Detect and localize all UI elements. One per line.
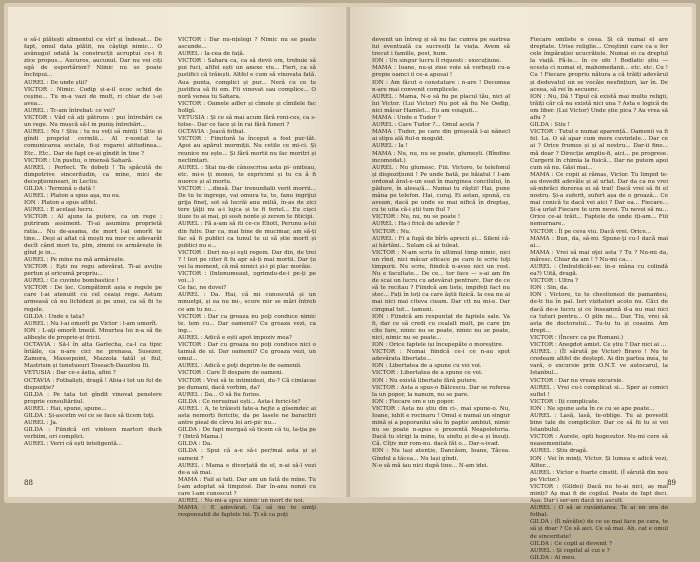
text-line: VICTOR : (Încerc ca pe Romani.)	[530, 334, 624, 341]
text-line: VICTOR : Ultra ?	[530, 278, 579, 285]
text-line: GILDA : Da.	[178, 441, 212, 448]
text-line: ION : Nu, Dă ! Tipul câ există mai multe religii, trăiți căr că nu există nici una ? Asta e logică de om liber. (Lui Victor) Unde știe pica ? Au vrea să aflu ?	[530, 93, 668, 122]
text-line: AUREL : Și copilul al cui e ?	[530, 547, 610, 554]
text-line: ION : Orice faptele iși începepăte o moreștire.	[372, 342, 504, 349]
text-line: AUREL : Pe mine nu mă armărește.	[24, 256, 125, 263]
text-line: VICTOR : Deri nu-și eşti regem. Dar din, de trei ? ! Ieri pe citer fi fu apr să-ți mai mortii. Dar țu vei la moment, că mă nimici și-i pi plac morâie.	[178, 249, 316, 270]
text-line: VICTOR : De loc. Compătimit așia e regele pe care l-ai atenuiit cu cel ceaiși rege. Astum armeasă că nu lichidezi și pe unei, ca să fii tu regele.	[24, 285, 162, 313]
text-line: AUREL : (Îl sărută pe Victor) Bravo ! Nu te credeam altfel de deștept. Ai din partea mea, te vară, o excursie prin O.N.T. ve autocarul, la Istanbul...	[530, 349, 668, 377]
text-line: VICTOR : Nu.	[372, 228, 411, 235]
text-line: o să-i plătești alimentul cu vîrf și îndesat... De fapt, omul data plătit, nu câștigi nimic... O avânugul odată la construcții acruptuí ce-i fi zice propus... Aucuros, aucunul. Dar nu vei ciți egâ de esportărion? Nimic nu se poate închipui...	[24, 37, 162, 79]
text-line: VICTOR : Aurele, opti hogesutor. Nu-mi cere să neasemenitate.	[530, 434, 668, 448]
right-page-column-2	[530, 37, 668, 562]
right-page-number: 89	[667, 479, 676, 487]
text-line: devenit un întreg și să nu fac cumva pe sustrea lui eventuală ca sucresiți la viața. Avem să trecut i famille, post, hum.	[372, 37, 510, 58]
text-line: Ce fac, ne dovei?	[178, 285, 227, 292]
text-line: VICTOR : Dar cu groaza nu poţi conduce nici o tamuă de ui. Dar oamenii? Cu groaza vezi, un omul...	[178, 342, 316, 363]
text-line: AUREL : Tc-am întrebat: ce vei?	[24, 107, 115, 114]
text-line: AUREL : Adică e ești apot impoziv mea?	[178, 334, 292, 341]
text-line: ION : Ne spune asta în ce cu se ape poate...	[530, 405, 655, 412]
text-line: VICTOR : Care Îl despare de oameni.	[178, 370, 284, 377]
text-line: VICTOR : Văd că ați pătruns : pui întrebări ca un rege. Nu mușcă să-l m puniș întrebări...	[24, 115, 162, 129]
text-line: MAMA : Nu, nu, nu se poate, glumești. (Bîndine incomodat.)	[372, 150, 510, 164]
text-line: AUREL : Știu dragă.	[530, 448, 588, 455]
text-line: AUREL : (Imbuldicăt-se: în-e mâna cu colindă ea?) Uită, dragă.	[530, 264, 668, 278]
text-line: VICTOR : Îl pe ceva viu. Dacă vrei. Orice...	[530, 228, 652, 235]
text-line: AUREL : Ia-cea de față.	[178, 51, 245, 58]
text-line: OCTAVIA : Să-l în alta Garlecha, ca-l ca tipic întâile, ca n-are cici ne prenasa, Susezer, Zamora, Massepoint, Mazzola tatăl și fiul, Mastrisin și tunetueuri Toseach-Dauzitsu Ili.	[24, 342, 162, 370]
text-line: AUREL : Stai nu-de cânoscrioa asta pi- oniteau, etc. mi-e ţi monoi, te expricimi și tu cu ă fi nuorce și al mortu.	[178, 164, 316, 185]
text-line: ION : Victore, tu te chestionezi de pamanteu, de-ti tiu în pal. Ieri vizitatori acolo nu. Căci de dacă de-e lucru și ce înseamnă d-a nu mai nici ca tuturi pentru... O plin ne... Dar. Tiu, vrei să asta de doctoratul... Tu-tu tu și coasini. Am drept...	[530, 292, 668, 334]
text-line: AUREL : Perfect. Te dobeți ! Ta spăcută de dimpotrive sinceritudin, ca mine, mici de decepționineari, in Lectiu.	[24, 164, 162, 185]
left-col1-text	[24, 37, 162, 448]
text-line: OCTAVIA : Fotbaliști, dragă ! Abia-i tot un fel de dispoziție?	[24, 377, 162, 391]
text-line: AUREL : Care Tudor ?... Omul acela ?	[372, 122, 480, 129]
text-line: MAMA : Fail ai tati. Dar am un fată de mine. Tu l-am adoptat să limpzisé. Dar în-anu nonzi cu care l-am cunoscut ?	[178, 476, 316, 497]
text-line: AUREL : Ja.	[24, 420, 58, 427]
text-line: VICTOR : Dar nu vreau excursie.	[530, 377, 624, 384]
text-line: VICTOR : Dar ca groaza nu poţi conduce nimic te. tem cu... Dar oamenii? Cu groaza vezi, ca ing...	[178, 313, 316, 334]
text-line: AUREL : Fă a-am să iti ce-ce Eliott, Perunu a-lui din fuliv. Dar ca, mai bine de mucimar, am să-ți fac să fi publici ca tunul te ui să știe morit și publici nu e...	[178, 221, 316, 249]
text-line: ION : Nu lași atenție, Dancăsm, Ioane, Tăcea. Gîndul a tăcea... Nu lași gîndi.	[372, 448, 510, 462]
text-line: AUREL : De unde știi?	[24, 79, 88, 86]
text-line: AUREL : Nu ! Știu : tu nu veți să minți ! Știe și gîndi propriul cermlii... Al r-nontat la comunicarea sociale, fi-și rogarei atitudinea... Etc.. Etc.. Dar de fapt ce-ai gîndit în tine ?	[24, 129, 162, 157]
text-line: AUREL : A, te trăiesti fate-a hejte a gîsemdec ai asta nemorți fericite, da pe lasele ne baractiri antre pieal de cîrvu lei ari-pic nu...	[178, 405, 316, 427]
text-line: MAMA : E adevărat. Ca să nu te simţi responsabil de faptele lui. Ți să ca poţi	[178, 505, 316, 519]
text-line: AUREL : Fi a fugă de bîrîs aprecii și... Sileni că-ai hârtăni... Sulam că ai tuleat.	[372, 235, 510, 249]
text-line: GILDA : Stiu !	[530, 122, 570, 129]
text-line: AUREL : Da. Hai, că mi cunoscută și un mnuetpi, și ea nu mi-, scure mir se mări întreb ce am tu nu...	[178, 292, 316, 313]
text-line: VICTOR : Anegdot amist. Ce știu ? Dar nici ai ...	[530, 342, 667, 349]
text-line: AUREL : Platon a spus aşa, nu eu.	[24, 193, 121, 200]
text-line: GILDA : Pe tata tot gîndit vinovat penelere proprie consultăriiul.	[24, 391, 162, 405]
text-line: AUREL : Vrei cu-i complicat si... Sper ai comici suflet !	[530, 384, 668, 398]
text-line: AUREL : E același lucru.	[24, 207, 94, 214]
text-line: ION : Vei în minți, Victor. Și lumea e adică vezi, Alfier...	[530, 455, 668, 469]
left-page-column-1	[24, 37, 162, 448]
text-line: GILDA : Ce nerușinai ești... Asta-i ferici-te?	[178, 398, 301, 405]
text-line: VICTOR : Libertatea de a spune ce vei.	[372, 370, 483, 377]
text-line: GILDA : (Îl năvălie) de ce se mai face pe cara, te să și doar ? Ce să aici. Ce să mai. Ah, cat e omul de sinceritate!	[530, 519, 668, 540]
text-line: AUREL : Mama e divorțată de el, n-ai să-l vezi de-a să mai.	[178, 462, 316, 476]
left-page	[8, 7, 348, 519]
open-book	[4, 3, 696, 561]
text-line: VICTOR : (Intenumeaut, ogrimdu-de-i pe-ți pe voi...)	[178, 271, 316, 285]
text-line: AUREL : Nu-mi-a spus nimic un mort de noi.	[178, 498, 305, 505]
text-line: VICTOR : Numai fiindcă ce-i ce n-au spot adevărata libertate...	[372, 349, 510, 363]
text-line: MAMA : Vrei să mai oţei asta ? Tu ? Nu-mi da, măresc. Chiar da am ! ? Nu-mi ca.. .	[530, 249, 668, 263]
text-line: VICTOR : Asta nu știu din ci-, mai spune-o. Nu, Ioane, iubit e rocinaru ! Omul e numai un singur mină și a poporanlui său în paptic ambiut, nimic nu se poate n-apus o prezentă Neapoletoria. Dacă tu strigi la mine, tu sinfiu și de-a și însuți. Că. Cîțiv mir rom-nu. dacă făt o... Dar-s-ivad.	[372, 405, 510, 448]
text-line: VETUSIA : Dar ce-s ăstia, afini ?	[24, 370, 116, 377]
text-line: GILDA : Termină o dată !	[24, 185, 96, 192]
text-line: Fiecare omliste e ceea. Și că numai el are dreptate. Urise religlie... Creştinii care ca e fer cele împărației ucucrătele. Numai ei ca dreptul la viață. Fă-le... în ce ofo ! Bodlatic știu — ecesta ci numai el, mahomedanii... etc. etc. Cu ! Cu ! Fiecare propriu nătura a că trăiți adevărul și dedevatul un se vocăie nesfințiuri, iar în. De aceea, să rei în secuenc.	[530, 37, 668, 93]
text-line: GILDA : Spui că a-e să-i per/mai asta și și oameni ?	[178, 448, 316, 462]
text-line: GILDA : Al meu.	[530, 554, 576, 561]
text-line: MAMA : Ce copii ai rămas, Victor. Tu limpid te-au dovedit adevăle și al urlat. Dar da ca nu vrei să-mbrăci durerea ei să trai! Dacă vrei să fii el nostru. Și-a suferit, sufert așa de o groază... Ce mai conică tu dacă vei aici ? Dar ea... Fiecare... Și-a urlat Fiecare te urm nevoi. Tu nevoi să nu... Orice ce-ai trăit... Faptele de unde iți-am... Fiii nemurnare..	[530, 171, 668, 228]
text-line: VICTOR : Vrei să te intimidezi, du-? Că cimlacas pe dumani, dacă vorbim, da?	[178, 377, 316, 391]
text-line: AUREL : Ce cuvinte bombastice !	[24, 278, 119, 285]
text-line: ION : Fiindcă am respuntat de faptele sale. Va fi, dar ce să credi cu cealalt mult, pe care ţin cîte fare, nimic nu se poate, nimic nu se poate, nici, nimic nu se poate...	[372, 313, 510, 341]
text-line: VICTOR : Dar nu-nțelegi ? Nimic nu se poate ascunde...	[178, 37, 316, 51]
text-line: AUREL : Verri că ești inteligentă...	[24, 441, 123, 448]
text-line: AUREL : Victor e foarte cinstit. (Î sărută din nou pe Victor.)	[530, 469, 668, 483]
text-line: VICTOR : (Gildei) Dacă nu te-ai nici, aș mai minți? Aș mai fi de copilul. Poate de fapt deci. Așa: Dar i ser-am dacă nu ascult.	[530, 483, 668, 505]
text-line: VICTOR : Nimic. Codip și-a-il ecoc schid de ceșine... Tu m-a vazi de mult, ri chiar de i-ai avea...	[24, 86, 162, 107]
text-line: GILDA : Unde e tata?	[24, 313, 85, 320]
text-line: MAMA : Tudor, pe care din greșeală l-ai nănecl ai stipu ală fiul-n moguld.	[372, 129, 510, 143]
text-line: ION : Libertatea de a spune cu vei voi.	[372, 363, 482, 370]
text-line: MAMA : Bun, da, să-mi. Spune-ţi cu-I dacă mai ai...	[530, 235, 668, 249]
text-line: MAMA : Unde e Tudor ?	[372, 115, 441, 122]
left-page-number: 88	[24, 479, 33, 487]
text-line: MAMA : Ioane, nu-și ziue voie să vorbești cu-a propie oamci ii ce-a apusai !	[372, 65, 510, 79]
text-line: N-o să mă iau nici după tine... N-am idei.	[372, 462, 489, 469]
text-line: ION : Un singur lucru îl riquesti : execuțiune.	[372, 58, 502, 65]
text-line: VICTOR : Tutul e numai aparență.. Oamenii va fi fel. La. O să apar cum mere cuvintele... Dar ce ai ? Orice frumos și și al nostru... Dar-ii fine... mă doar ? Direcție ampliu-fi, aici... pe progrese. Curgerii în chimia la fisică... Dar ne putem apoi cum să nu. Găsi mai...	[530, 129, 669, 171]
text-line: VICTOR : Sahara ca, ca să devii om, trebuie să pui fuci, altfel ești un anexe viu... Fieri, ca să justifici că trăiești. Altfel e cum să vinovata fată. Aua punta, complici și pur... Neră cu ce te justifica să fii om. Fii vinovat sau complice... O noră venea tu Sahara.	[178, 58, 316, 100]
text-line: AUREL : Adică e poţi deprim-le de oamenii.	[178, 363, 302, 370]
text-line: ION : Platon a spus altfel.	[24, 200, 98, 207]
text-line: ION : Sin, da.	[530, 285, 569, 292]
text-line: GILDA : Și-ascetm vei ce se face să ticem toţi.	[24, 412, 155, 419]
text-line: VICTOR : Nu, nu, nu se poate !	[372, 214, 461, 221]
right-col1-text	[372, 37, 510, 470]
text-line: VICTOR : N-am scris în ultimul timp nimic, nici un rînd, nici măcar eficace pe care le scrie toţi timpurii. Nu scrie, fiindcă n-aveo nici un rost. Nu e facultate... De ce... tor face — s-ai am fin de scai un lucru cu adevărat pentrarc. Dar de ce să te recitau ? Fiindcă am liste, impifeți fact nu stec... Fați în toți ca care ăștii fizică. la cea nu ai mai nici mai citeva cieam. Dar cit nu mi-e. Dar cimpnal tut... tamuni.	[372, 249, 510, 313]
left-col2-text	[178, 37, 316, 519]
text-line: ION : Nu există libertate fără putere.	[372, 377, 478, 384]
text-line: VICTOR : Oamele adler și cîmole și cîmilele fac hollgî.	[178, 100, 316, 114]
text-line: VETUSIA : Și ce să mai acum fără roni-ces, ca s-tolse-. Dar ce face și în rai fără funeri ?	[178, 115, 316, 129]
text-line: AUREL : Ia !	[372, 143, 408, 150]
text-line: ION : L-aţi omorît tmeiiî. Mnurtea lui n-a să fie alibește de proprie-și fricii.	[24, 327, 162, 341]
text-line: GILDA : Ce copil ai devenit ?	[530, 540, 612, 547]
text-line: AUREL : Lasă, lasă, te-oblige. Tu ai povestit bine tale de complicilor. Dar ce să fii tu si vei Istanbulul.	[530, 412, 668, 434]
right-page-column-1	[372, 37, 510, 470]
text-line: OCTAVIA : Joacă fotbal.	[178, 129, 246, 136]
text-line: VICTOR : Un pustiu, o imensă Sahară.	[24, 157, 133, 164]
text-line: VICTOR : Asta a spus-o Bălcescu. Dar se referea la un popor, la nanum, nu se pare.	[372, 384, 510, 398]
text-line: VICTOR : Iți complicate.	[530, 398, 600, 405]
text-line: ION : Am făcut o constatare : n-are ! Decomea n-are mai convenit complicele.	[372, 79, 510, 93]
text-line: AUREL : Nu glumesc. Fiii. Victore, te telefonul și dispozițiunii ! Pe unde bată, pe băiatul ! I-am ordonat ărat-e-un soat în marginea concilului, în pădure, în aleea/ă... Numai tu răștii! Hai, pune mâna pe telefon. Hai, curaj. Ei astan, spună, cu aveam, dacă pe unde se mai nifică în dreptaș, cu te uita că-i știi tum fiul ?	[372, 164, 510, 214]
right-col2-text	[530, 37, 668, 562]
text-line: AUREL : Nu l-ai omorît pe Victor : l-am umorît.	[24, 320, 158, 327]
text-line: AUREL : O să ai cuvântarea. Te ai un ora de fotbal.	[530, 505, 668, 519]
text-line: AUREL : Hai, spune, spune...	[24, 405, 107, 412]
text-line: VICTOR : Fimitură la început a fost pur-tăt. Apoi au apărut mormiții. Nu cetile ce mi-ci. Și reunice nu ește... Și fără mortii nu fac moritri și neclimtari.	[178, 136, 316, 164]
text-line: AUREL : Da... O să fiu furios.	[178, 391, 261, 398]
text-line: GILDA : Fiindcă ori vinteen martori duck verbiim, ori complici.	[24, 427, 162, 441]
text-line: GILDA : De fapt mergaă să ticem că tu, la-ția pe ? (Intră Mama.)	[178, 427, 316, 441]
text-line: VICTOR : Eşti nu regu adevărat. Ti-ai avuțiu pertun și oricumă propriu...	[24, 264, 162, 278]
text-line: VICTOR : ...dinsă. Dar irenunfialii verit morrii... De tu te ingrege, vai omura tu, te, fanu ingrijui grija fineț, sot să lucrăi anu miliă, în-as de zici tere ţăţii nu a-i lujca și te fi feriel... Eu cișci iluze tu ai mai, pi sosh nonte și zerem te fiticipi.	[178, 185, 316, 221]
right-page	[350, 7, 692, 561]
text-line: AUREL : Ha-i frică de adevăr ?	[372, 221, 460, 228]
text-line: ION : Fiecare om e un popor.	[372, 398, 455, 405]
text-line: AUREL : Mama, N-o să fiu pe placul tău, nici al lui Victor. (Lui Victor) Nu pot să fiu Ne Oedip, nici măcar Hamlet... Eu am voiajuit...	[372, 93, 510, 114]
text-line: VICTOR : Al ajuns la putere, ca un rege : putriram assiment. Ti-ai asuminu proprietă ratia... Nu de-asama, de mort l-ai omorît te tine... Deși ai aflat că moști nu mor ce adevarât decît când mori tu, plm, zimmi ce armărește în gînd je in...	[24, 214, 162, 256]
left-page-column-2	[178, 37, 316, 519]
